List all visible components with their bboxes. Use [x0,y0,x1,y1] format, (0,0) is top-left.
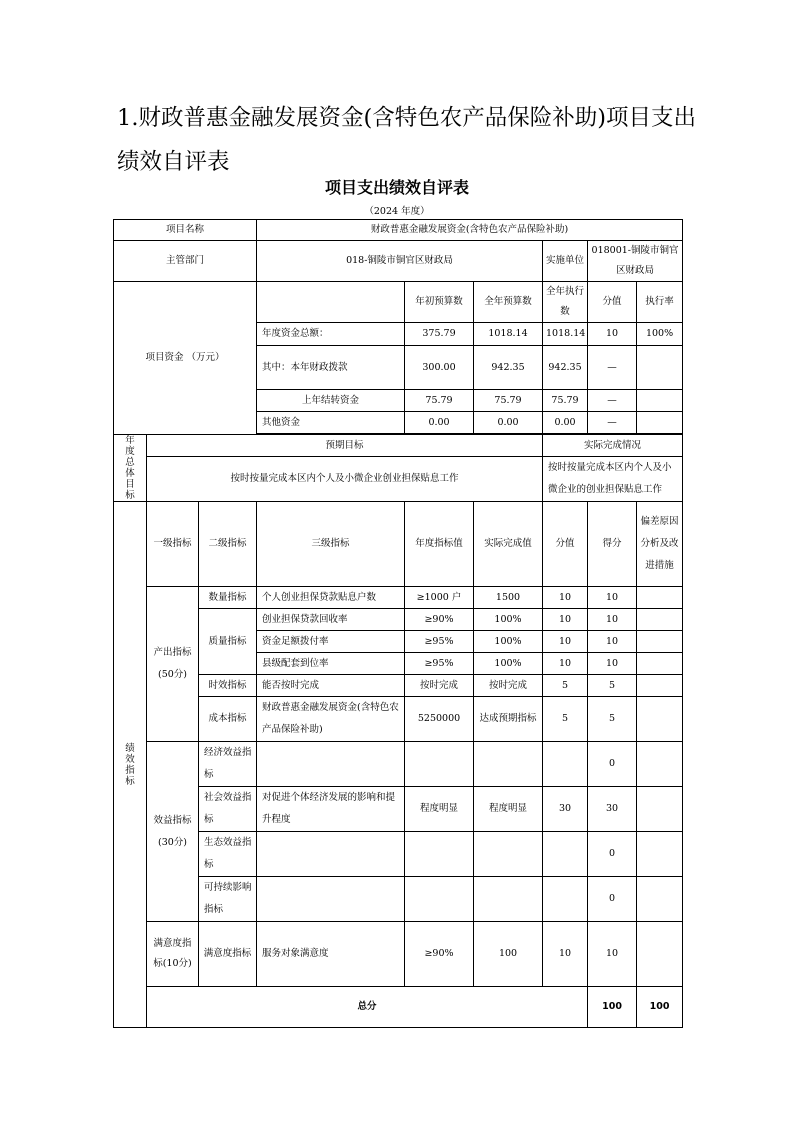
sustainable-sc: 0 [588,877,637,922]
header-deviation: 偏差原因分析及改进措施 [637,502,683,587]
total-score: 100 [637,987,683,1028]
funds-initial: 75.79 [405,390,474,412]
cost-sv: 5 [543,697,588,742]
funds-row-name: 年度资金总额： [257,323,405,346]
goals-label-text: 年度总体目标 [125,435,135,501]
social-actual: 程度明显 [474,787,543,832]
quality3-actual: 100% [474,653,543,675]
quality3-l3: 县级配套到位率 [257,653,405,675]
quantity-l2: 数量指标 [199,587,257,609]
quality-l2: 质量指标 [199,609,257,675]
cost-actual: 达成预期指标 [474,697,543,742]
social-target: 程度明显 [405,787,474,832]
header-actual: 实际完成值 [474,502,543,587]
quality3-dev [637,653,683,675]
funds-header-row [114,282,683,323]
header-score: 得分 [588,502,637,587]
project-name-label: 项目名称 [114,220,257,241]
funds-rate [637,412,683,434]
quality2-l3: 资金足额拨付率 [257,631,405,653]
dept-value: 018-铜陵市铜官区财政局 [257,241,543,282]
funds-score-value: 10 [588,323,637,346]
time-sv: 5 [543,675,588,697]
document-heading: 1.财政普惠金融发展资金(含特色农产品保险补助)项目支出绩效自评表 [117,105,697,175]
funds-header: 执行率 [637,282,683,323]
indicator-row [114,697,683,742]
quality1-actual: 100% [474,609,543,631]
funds-executed: 942.35 [543,346,588,390]
sustainable-target [405,877,474,922]
goals-actual: 按时按量完成本区内个人及小微企业的创业担保贴息工作 [543,457,683,502]
indicator-row [114,787,683,832]
cost-dev [637,697,683,742]
sustainable-l2: 可持续影响指标 [199,877,257,922]
ecological-l3 [257,832,405,877]
ecological-l2: 生态效益指标 [199,832,257,877]
goals-content-row [114,457,683,502]
funds-annual: 942.35 [474,346,543,390]
output-label: 产出指标(50分) [147,587,199,742]
satisfaction-actual: 100 [474,922,543,987]
cost-target: 5250000 [405,697,474,742]
ecological-sc: 0 [588,832,637,877]
indicator-row [114,587,683,609]
indicator-row [114,832,683,877]
table-title: 项目支出绩效自评表 [324,178,469,197]
total-label: 总分 [147,987,588,1028]
satisfaction-l3: 服务对象满意度 [257,922,405,987]
funds-executed: 75.79 [543,390,588,412]
satisfaction-label: 满意度指标(10分) [147,922,199,987]
quantity-sv: 10 [543,587,588,609]
header-score-value: 分值 [543,502,588,587]
quality2-sc: 10 [588,631,637,653]
funds-row-name: 上年结转资金 [257,390,405,412]
funds-score-value: — [588,390,637,412]
ecological-target [405,832,474,877]
project-name-value: 财政普惠金融发展资金(含特色农产品保险补助) [257,220,683,241]
time-dev [637,675,683,697]
economic-sc: 0 [588,742,637,787]
funds-score-value: — [588,412,637,434]
funds-header: 全年预算数 [474,282,543,323]
header-level3: 三级指标 [257,502,405,587]
sustainable-dev [637,877,683,922]
indicator-row [114,742,683,787]
time-l2: 时效指标 [199,675,257,697]
social-dev [637,787,683,832]
time-l3: 能否按时完成 [257,675,405,697]
sustainable-actual [474,877,543,922]
quality3-target: ≥95% [405,653,474,675]
quality2-dev [637,631,683,653]
benefit-label: 效益指标(30分) [147,742,199,922]
satisfaction-sv: 10 [543,922,588,987]
indicators-header-row [114,502,683,587]
cost-l3: 财政普惠金融发展资金(含特色农产品保险补助) [257,697,405,742]
funds-header: 全年执行数 [543,282,588,323]
quality1-sc: 10 [588,609,637,631]
quantity-target: ≥1000 户 [405,587,474,609]
indicator-row [114,922,683,987]
time-actual: 按时完成 [474,675,543,697]
quality3-sc: 10 [588,653,637,675]
funds-header: 分值 [588,282,637,323]
satisfaction-l2: 满意度指标 [199,922,257,987]
indicators-label-text: 绩效指标 [125,742,135,787]
economic-dev [637,742,683,787]
quantity-l3: 个人创业担保贷款贴息户数 [257,587,405,609]
quality2-actual: 100% [474,631,543,653]
department-row [114,241,683,282]
funds-row-name: 其中：本年财政拨款 [257,346,405,390]
quantity-sc: 10 [588,587,637,609]
ecological-dev [637,832,683,877]
total-score-value: 100 [588,987,637,1028]
cost-l2: 成本指标 [199,697,257,742]
funds-rate: 100% [637,323,683,346]
sustainable-sv [543,877,588,922]
unit-label: 实施单位 [543,241,588,282]
funds-label: 项目资金 （万元） [114,282,257,435]
goals-label [114,435,147,502]
social-sv: 30 [543,787,588,832]
goals-expected: 按时按量完成本区内个人及小微企业创业担保贴息工作 [147,457,543,502]
project-name-row [114,220,683,241]
social-l3: 对促进个体经济发展的影响和提升程度 [257,787,405,832]
goals-actual-header: 实际完成情况 [543,435,683,457]
economic-sv [543,742,588,787]
economic-target [405,742,474,787]
indicators-label [114,502,147,1028]
funds-annual: 75.79 [474,390,543,412]
satisfaction-sc: 10 [588,922,637,987]
funds-row-name: 其他资金 [257,412,405,434]
unit-value: 018001-铜陵市铜官区财政局 [588,241,683,282]
satisfaction-target: ≥90% [405,922,474,987]
quality2-sv: 10 [543,631,588,653]
goals-expected-header: 预期目标 [147,435,543,457]
time-sc: 5 [588,675,637,697]
table-year: （2024 年度） [364,206,430,217]
sustainable-l3 [257,877,405,922]
funds-rate [637,346,683,390]
economic-actual [474,742,543,787]
indicator-row [114,609,683,631]
economic-l3 [257,742,405,787]
total-row [114,987,683,1028]
time-target: 按时完成 [405,675,474,697]
funds-score-value: — [588,346,637,390]
evaluation-table [113,219,683,1028]
funds-initial: 0.00 [405,412,474,434]
funds-executed: 0.00 [543,412,588,434]
funds-header-blank [257,282,405,323]
funds-annual: 0.00 [474,412,543,434]
funds-executed: 1018.14 [543,323,588,346]
cost-sc: 5 [588,697,637,742]
economic-l2: 经济效益指标 [199,742,257,787]
funds-rate [637,390,683,412]
satisfaction-dev [637,922,683,987]
header-level1: 一级指标 [147,502,199,587]
ecological-sv [543,832,588,877]
funds-annual: 1018.14 [474,323,543,346]
quality1-l3: 创业担保贷款回收率 [257,609,405,631]
header-level2: 二级指标 [199,502,257,587]
goals-header-row [114,435,683,457]
dept-label: 主管部门 [114,241,257,282]
quantity-dev [637,587,683,609]
funds-initial: 375.79 [405,323,474,346]
funds-initial: 300.00 [405,346,474,390]
indicator-row [114,877,683,922]
social-l2: 社会效益指标 [199,787,257,832]
quality3-sv: 10 [543,653,588,675]
social-sc: 30 [588,787,637,832]
indicator-row [114,675,683,697]
header-target: 年度指标值 [405,502,474,587]
quality2-target: ≥95% [405,631,474,653]
ecological-actual [474,832,543,877]
quality1-sv: 10 [543,609,588,631]
quantity-actual: 1500 [474,587,543,609]
funds-header: 年初预算数 [405,282,474,323]
quality1-dev [637,609,683,631]
quality1-target: ≥90% [405,609,474,631]
